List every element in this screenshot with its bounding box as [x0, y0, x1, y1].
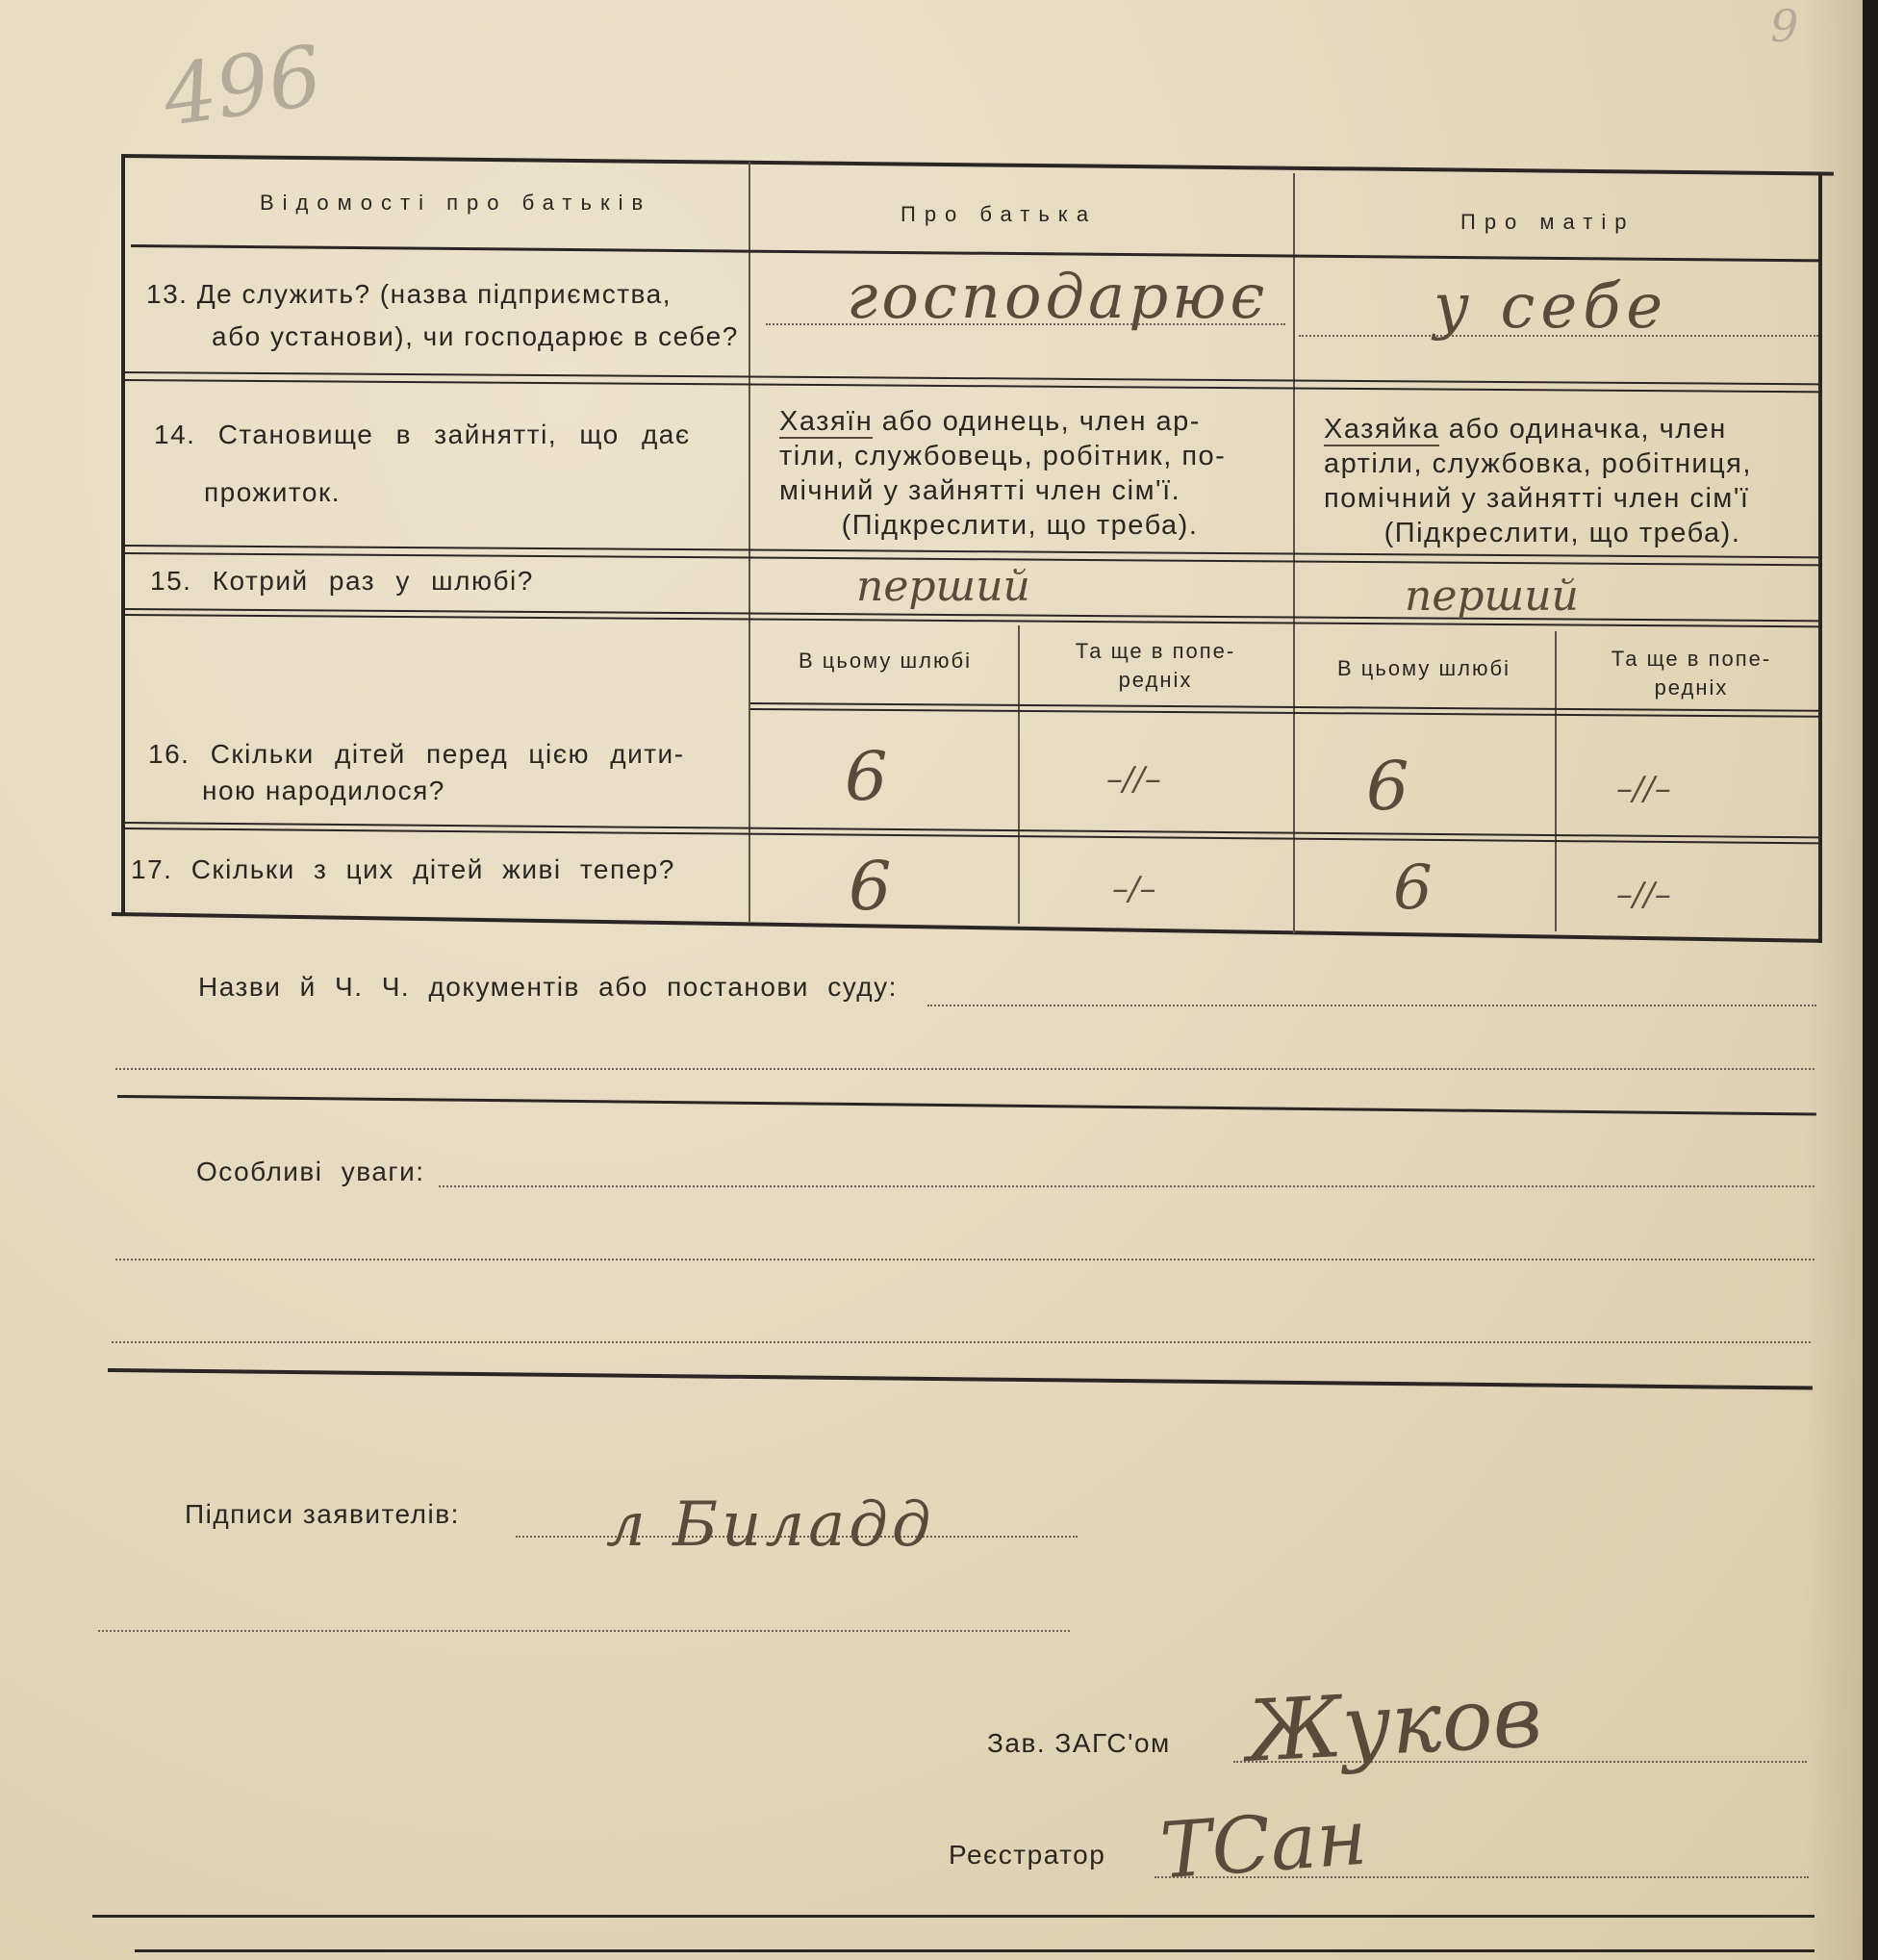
remarks-rule [108, 1368, 1813, 1390]
row16-father-this-marriage-header: В цьому шлюбі [798, 649, 973, 673]
registrar-label: Реєстратор [949, 1840, 1106, 1870]
row16-father-prev: –//– [1106, 760, 1161, 799]
row17-mother-prev: –//– [1616, 876, 1671, 914]
documents-field-1 [927, 1005, 1816, 1006]
row14-father-options [779, 404, 1260, 543]
row17-father-this: 6 [849, 847, 892, 926]
row16-mother-prev-line1: Та ще в попе- [1611, 647, 1772, 671]
row14-mother-options [1324, 412, 1801, 550]
row16-label-line1: 16. Скільки дітей перед цією дити- [148, 739, 685, 769]
header-mother: Про матір [1460, 210, 1636, 234]
row15-label: 15. Котрий раз у шлюбі? [150, 566, 534, 596]
row14-label-line1: 14. Становище в зайнятті, що дає [154, 420, 691, 449]
row16-mother-this-marriage-header: В цьому шлюбі [1336, 656, 1511, 680]
row16-mother-this: 6 [1366, 747, 1409, 826]
row17-father-prev: –/– [1112, 870, 1156, 908]
page-edge [1863, 0, 1878, 1960]
col-divider-4 [1555, 631, 1557, 931]
bottom-rule-2 [135, 1949, 1815, 1952]
documents-label: Назви й Ч. Ч. документів або постанови суду: [198, 972, 898, 1002]
remarks-label: Особливі уваги: [196, 1157, 425, 1186]
mother-options-line2: артіли, службовка, робітниця, [1324, 448, 1752, 479]
mother-options-line3: помічний у зайнятті член сім'ї [1324, 483, 1750, 514]
col-divider-1 [749, 162, 750, 922]
row16-mother-prev: –//– [1616, 770, 1671, 808]
row-divider-header [131, 244, 1820, 262]
father-options-line1: або одинець, член ар- [881, 406, 1201, 437]
row15-father-marriage: перший [856, 562, 1030, 611]
head-of-registry-label: Зав. ЗАГС'ом [987, 1728, 1171, 1758]
signatures-field-2 [98, 1630, 1070, 1632]
row-divider-13a [125, 371, 1822, 385]
father-options-line4: (Підкреслити, що треба). [841, 510, 1199, 541]
head-signature: Жуков [1244, 1667, 1545, 1781]
row16-mother-prev-header [1562, 645, 1820, 702]
father-options-line3: мічний у зайнятті член сім'ї. [779, 475, 1181, 506]
father-option-owner: Хазяїн [779, 406, 874, 437]
row13-mother-occupation: у себе [1434, 271, 1669, 343]
row16-mother-prev-line2: редніх [1654, 675, 1729, 700]
header-parents-info: Відомості про батьків [260, 191, 652, 215]
row16-father-prev-line2: редніх [1118, 668, 1193, 692]
row13-father-occupation: господарює [847, 262, 1269, 333]
row14-label-line2: прожиток. [204, 477, 341, 507]
table-left-border [121, 154, 125, 914]
row16-father-prev-line1: Та ще в попе- [1075, 639, 1236, 663]
mother-options-line4: (Підкреслити, що треба). [1383, 518, 1741, 548]
row17-mother-this: 6 [1393, 853, 1433, 924]
row16-label-line2: ною народилося? [202, 776, 445, 805]
row17-label: 17. Скільки з цих дітей живі тепер? [131, 854, 675, 884]
applicant-signature: л Биладд [606, 1489, 935, 1561]
documents-rule [117, 1095, 1816, 1115]
remarks-field-1 [439, 1185, 1815, 1187]
archive-mark: 496 [157, 28, 328, 145]
father-options-line2: тіли, службовець, робітник, по- [779, 441, 1227, 471]
table-bottom-border [112, 912, 1822, 943]
documents-field-2 [115, 1068, 1815, 1070]
remarks-field-3 [112, 1341, 1811, 1343]
row13-label-line2: або установи), чи господарює в себе? [212, 321, 739, 351]
registrar-signature: ТСан [1157, 1792, 1370, 1896]
mother-option-owner: Хазяйка [1324, 414, 1440, 445]
header-father: Про батька [901, 202, 1098, 226]
corner-mark: 9 [1770, 0, 1799, 52]
remarks-field-2 [115, 1259, 1815, 1260]
row16-father-prev-header [1026, 637, 1285, 695]
bottom-rule-1 [92, 1915, 1815, 1918]
row13-label-line1: 13. Де служить? (назва підприємства, [146, 279, 672, 309]
col-divider-3 [1018, 625, 1020, 924]
row16-father-this: 6 [845, 737, 888, 816]
table-top-border [121, 154, 1834, 176]
mother-options-line1: або одиначка, член [1448, 414, 1727, 445]
signatures-label: Підписи заявителів: [185, 1499, 460, 1529]
row15-mother-marriage: перший [1405, 572, 1579, 621]
paper-edge-shadow [1805, 0, 1863, 1960]
